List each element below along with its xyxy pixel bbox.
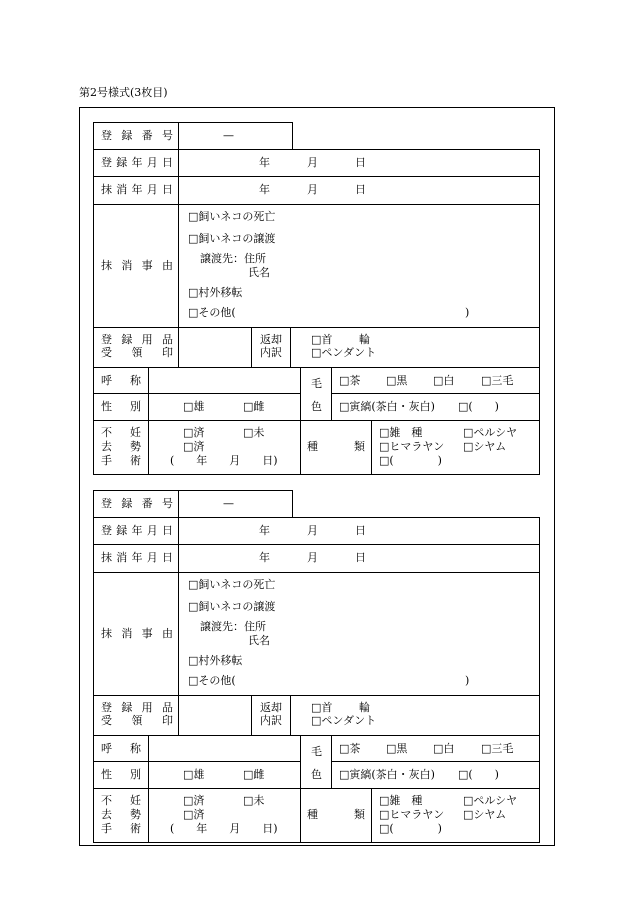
steril-label-line1: 不妊: [101, 426, 141, 439]
goods-label-line2: 受領印: [101, 346, 173, 359]
breed-label: 種類: [307, 440, 365, 453]
breed-mixed-checkbox[interactable]: □雑 種: [379, 794, 423, 807]
goods-label-line2: 受領印: [101, 714, 173, 727]
return-pendant-checkbox[interactable]: □ペンダント: [311, 346, 377, 359]
name-label: 呼称: [101, 742, 141, 755]
return-collar-checkbox[interactable]: □首: [311, 333, 333, 346]
reg-date-year: 年: [259, 156, 270, 169]
del-date-label: 抹消年月日: [101, 551, 173, 564]
reg-no-field[interactable]: [179, 490, 293, 518]
coat-label-line1: 毛: [311, 377, 322, 390]
name-label: 呼称: [101, 374, 141, 387]
steril-done-checkbox-2[interactable]: □済: [183, 808, 205, 821]
breed-siamese-checkbox[interactable]: □シヤム: [463, 440, 507, 453]
coat-other-checkbox[interactable]: □( ): [458, 400, 499, 413]
reg-date-month: 月: [307, 156, 318, 169]
sex-female-checkbox[interactable]: □雌: [243, 400, 265, 413]
breed-siamese-checkbox[interactable]: □シヤム: [463, 808, 507, 821]
coat-white-checkbox[interactable]: □白: [433, 374, 455, 387]
coat-brown-checkbox[interactable]: □茶: [339, 374, 361, 387]
coat-label-line2: 色: [311, 768, 322, 781]
steril-done-checkbox-2[interactable]: □済: [183, 440, 205, 453]
reg-no-dash: —: [223, 129, 234, 142]
transferee-name-label: 氏名: [248, 634, 270, 647]
transferee-address-label: 譲渡先：住所: [200, 620, 266, 633]
reason-other-close: ): [465, 306, 470, 319]
steril-done-checkbox-1[interactable]: □済: [183, 794, 205, 807]
sex-field: [148, 761, 301, 789]
reg-no-dash: —: [223, 497, 234, 510]
transferee-address-label: 譲渡先：住所: [200, 252, 266, 265]
goods-label-line1: 登録用品: [101, 333, 173, 346]
steril-label-line3: 手術: [101, 822, 141, 835]
coat-brown-checkbox[interactable]: □茶: [339, 742, 361, 755]
reg-date-day: 日: [355, 524, 366, 537]
steril-date-field[interactable]: ( 年 月 日): [170, 822, 278, 835]
reason-other-checkbox[interactable]: □その他(: [188, 306, 236, 319]
reason-label: 抹消事由: [101, 627, 173, 640]
coat-other-checkbox[interactable]: □( ): [458, 768, 499, 781]
coat-tabby-checkbox[interactable]: □寅縞(茶白・灰白): [339, 400, 435, 413]
del-date-label: 抹消年月日: [101, 183, 173, 196]
coat-calico-checkbox[interactable]: □三毛: [481, 742, 514, 755]
del-date-day: 日: [355, 183, 366, 196]
steril-label-line2: 去勢: [101, 808, 141, 821]
steril-label-line2: 去勢: [101, 440, 141, 453]
registration-record: [93, 490, 540, 843]
reg-no-field[interactable]: [179, 122, 293, 150]
reg-no-label: 登録番号: [101, 129, 173, 142]
return-label-line1: 返却: [260, 701, 282, 714]
reg-date-day: 日: [355, 156, 366, 169]
del-date-day: 日: [355, 551, 366, 564]
reason-other-checkbox[interactable]: □その他(: [188, 674, 236, 687]
steril-label-line3: 手術: [101, 454, 141, 467]
reason-other-close: ): [465, 674, 470, 687]
del-date-month: 月: [307, 551, 318, 564]
steril-label-line1: 不妊: [101, 794, 141, 807]
sex-male-checkbox[interactable]: □雄: [183, 768, 205, 781]
reg-date-year: 年: [259, 524, 270, 537]
sex-label: 性別: [101, 400, 141, 413]
return-collar-checkbox[interactable]: □首: [311, 701, 333, 714]
steril-not-checkbox[interactable]: □未: [243, 426, 265, 439]
breed-persian-checkbox[interactable]: □ペルシヤ: [463, 426, 518, 439]
transferee-name-label: 氏名: [248, 266, 270, 279]
reg-date-label: 登録年月日: [101, 524, 173, 537]
coat-calico-checkbox[interactable]: □三毛: [481, 374, 514, 387]
del-date-year: 年: [259, 551, 270, 564]
name-field[interactable]: [148, 735, 301, 762]
coat-white-checkbox[interactable]: □白: [433, 742, 455, 755]
breed-himalayan-checkbox[interactable]: □ヒマラヤン: [379, 808, 445, 821]
return-pendant-checkbox[interactable]: □ペンダント: [311, 714, 377, 727]
sex-label: 性別: [101, 768, 141, 781]
reason-transfer-checkbox[interactable]: □飼いネコの譲渡: [188, 600, 276, 613]
coat-black-checkbox[interactable]: □黒: [386, 374, 408, 387]
coat-black-checkbox[interactable]: □黒: [386, 742, 408, 755]
return-collar-suffix: 輪: [359, 701, 370, 714]
return-label-line2: 内訳: [260, 714, 282, 727]
steril-date-field[interactable]: ( 年 月 日): [170, 454, 278, 467]
reason-moved-checkbox[interactable]: □村外移転: [188, 654, 243, 667]
coat-label-line2: 色: [311, 400, 322, 413]
reason-death-checkbox[interactable]: □飼いネコの死亡: [188, 578, 276, 591]
del-date-year: 年: [259, 183, 270, 196]
breed-other-checkbox[interactable]: □( ): [379, 454, 442, 467]
return-label-line1: 返却: [260, 333, 282, 346]
breed-other-checkbox[interactable]: □( ): [379, 822, 442, 835]
steril-not-checkbox[interactable]: □未: [243, 794, 265, 807]
breed-himalayan-checkbox[interactable]: □ヒマラヤン: [379, 440, 445, 453]
reason-death-checkbox[interactable]: □飼いネコの死亡: [188, 210, 276, 223]
breed-mixed-checkbox[interactable]: □雑 種: [379, 426, 423, 439]
reg-date-label: 登録年月日: [101, 156, 173, 169]
return-label-line2: 内訳: [260, 346, 282, 359]
reason-moved-checkbox[interactable]: □村外移転: [188, 286, 243, 299]
sex-male-checkbox[interactable]: □雄: [183, 400, 205, 413]
sex-female-checkbox[interactable]: □雌: [243, 768, 265, 781]
goods-seal-field[interactable]: [179, 695, 252, 736]
goods-label-line1: 登録用品: [101, 701, 173, 714]
steril-done-checkbox-1[interactable]: □済: [183, 426, 205, 439]
breed-label: 種類: [307, 808, 365, 821]
reason-label: 抹消事由: [101, 259, 173, 272]
name-field[interactable]: [148, 367, 301, 394]
form-title: 第2号様式(3枚目): [79, 86, 168, 99]
del-date-month: 月: [307, 183, 318, 196]
sex-field: [148, 393, 301, 421]
reason-transfer-checkbox[interactable]: □飼いネコの譲渡: [188, 232, 276, 245]
registration-record: [93, 122, 540, 475]
breed-persian-checkbox[interactable]: □ペルシヤ: [463, 794, 518, 807]
coat-label-line1: 毛: [311, 745, 322, 758]
goods-seal-field[interactable]: [179, 327, 252, 368]
coat-tabby-checkbox[interactable]: □寅縞(茶白・灰白): [339, 768, 435, 781]
reg-no-label: 登録番号: [101, 497, 173, 510]
return-collar-suffix: 輪: [359, 333, 370, 346]
reg-date-month: 月: [307, 524, 318, 537]
